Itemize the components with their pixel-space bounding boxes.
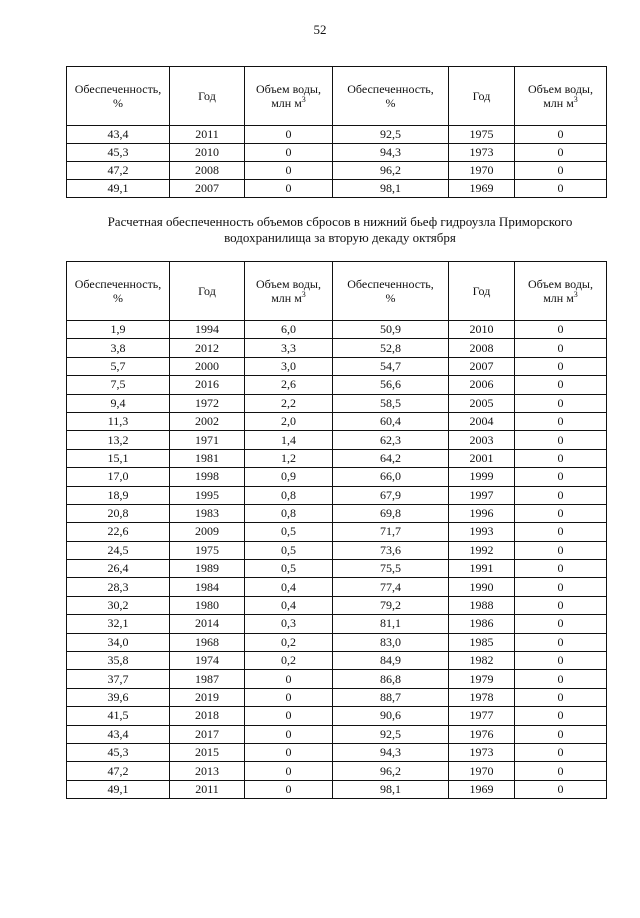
cell-volume: 0 bbox=[515, 560, 607, 578]
header-year: Год bbox=[449, 262, 515, 321]
caption-line-2: водохранилища за вторую декаду октября bbox=[224, 230, 456, 245]
cell-supply: 49,1 bbox=[67, 180, 170, 198]
cell-supply: 15,1 bbox=[67, 449, 170, 467]
cell-supply: 56,6 bbox=[333, 376, 449, 394]
cell-volume: 0 bbox=[515, 144, 607, 162]
cell-year: 1997 bbox=[449, 486, 515, 504]
cell-volume: 2,0 bbox=[245, 412, 333, 430]
cell-year: 1994 bbox=[170, 321, 245, 339]
cell-year: 1993 bbox=[449, 523, 515, 541]
cell-supply: 50,9 bbox=[333, 321, 449, 339]
cell-supply: 98,1 bbox=[333, 180, 449, 198]
cell-year: 1976 bbox=[449, 725, 515, 743]
table-row bbox=[67, 394, 607, 412]
cell-volume: 0 bbox=[515, 412, 607, 430]
cell-volume: 0 bbox=[515, 486, 607, 504]
cell-volume: 0 bbox=[515, 162, 607, 180]
cell-year: 2010 bbox=[449, 321, 515, 339]
cell-supply: 24,5 bbox=[67, 541, 170, 559]
table-row bbox=[67, 431, 607, 449]
cell-supply: 58,5 bbox=[333, 394, 449, 412]
cell-supply: 1,9 bbox=[67, 321, 170, 339]
cell-volume: 0 bbox=[245, 180, 333, 198]
cell-supply: 7,5 bbox=[67, 376, 170, 394]
table-row bbox=[67, 180, 607, 198]
cell-year: 2003 bbox=[449, 431, 515, 449]
header-year: Год bbox=[170, 262, 245, 321]
cell-supply: 67,9 bbox=[333, 486, 449, 504]
cell-volume: 0 bbox=[245, 725, 333, 743]
table-row bbox=[67, 762, 607, 780]
cell-supply: 35,8 bbox=[67, 652, 170, 670]
cell-volume: 0 bbox=[515, 670, 607, 688]
cell-volume: 0 bbox=[515, 596, 607, 614]
cell-year: 1984 bbox=[170, 578, 245, 596]
cell-year: 2017 bbox=[170, 725, 245, 743]
cell-volume: 0 bbox=[515, 762, 607, 780]
cell-volume: 0 bbox=[245, 780, 333, 798]
cell-volume: 0 bbox=[515, 541, 607, 559]
cell-supply: 60,4 bbox=[333, 412, 449, 430]
cell-volume: 0,5 bbox=[245, 523, 333, 541]
cell-year: 1991 bbox=[449, 560, 515, 578]
header-volume: Объем воды, млн $м^3$ bbox=[245, 262, 333, 321]
cell-supply: 43,4 bbox=[67, 725, 170, 743]
cell-volume: 0 bbox=[515, 321, 607, 339]
table-row bbox=[67, 578, 607, 596]
cell-year: 2009 bbox=[170, 523, 245, 541]
cell-supply: 5,7 bbox=[67, 357, 170, 375]
cell-year: 2018 bbox=[170, 707, 245, 725]
table-row bbox=[67, 321, 607, 339]
table-row bbox=[67, 652, 607, 670]
cell-supply: 77,4 bbox=[333, 578, 449, 596]
cell-volume: 0 bbox=[245, 707, 333, 725]
header-supply: Обеспеченность, % bbox=[67, 67, 170, 126]
cell-year: 2010 bbox=[170, 144, 245, 162]
cell-volume: 1,2 bbox=[245, 449, 333, 467]
table-caption bbox=[70, 214, 610, 246]
header-volume: Объем воды, млн $м^3$ bbox=[515, 67, 607, 126]
cell-year: 1990 bbox=[449, 578, 515, 596]
cell-volume: 3,0 bbox=[245, 357, 333, 375]
cell-year: 1969 bbox=[449, 180, 515, 198]
cell-volume: 0 bbox=[515, 357, 607, 375]
cell-supply: 84,9 bbox=[333, 652, 449, 670]
cell-year: 1999 bbox=[449, 468, 515, 486]
cell-volume: 0 bbox=[515, 633, 607, 651]
cell-year: 1970 bbox=[449, 162, 515, 180]
cell-year: 1973 bbox=[449, 144, 515, 162]
cell-supply: 37,7 bbox=[67, 670, 170, 688]
cell-volume: 0 bbox=[515, 523, 607, 541]
cell-supply: 69,8 bbox=[333, 504, 449, 522]
cell-year: 2013 bbox=[170, 762, 245, 780]
cell-volume: 0,5 bbox=[245, 560, 333, 578]
cell-supply: 41,5 bbox=[67, 707, 170, 725]
cell-supply: 32,1 bbox=[67, 615, 170, 633]
cell-volume: 0 bbox=[245, 743, 333, 761]
table-row bbox=[67, 615, 607, 633]
cell-supply: 22,6 bbox=[67, 523, 170, 541]
cell-year: 1970 bbox=[449, 762, 515, 780]
cell-volume: 0 bbox=[515, 652, 607, 670]
cell-supply: 75,5 bbox=[333, 560, 449, 578]
supply-table-continued bbox=[66, 66, 607, 198]
cell-year: 2002 bbox=[170, 412, 245, 430]
cell-supply: 86,8 bbox=[333, 670, 449, 688]
cell-volume: 0 bbox=[515, 431, 607, 449]
table-header bbox=[67, 67, 607, 126]
cell-volume: 0 bbox=[515, 743, 607, 761]
table-row bbox=[67, 670, 607, 688]
table-header bbox=[67, 262, 607, 321]
cell-year: 1985 bbox=[449, 633, 515, 651]
header-year: Год bbox=[170, 67, 245, 126]
cell-volume: 0,2 bbox=[245, 633, 333, 651]
table-row bbox=[67, 541, 607, 559]
cell-volume: 2,6 bbox=[245, 376, 333, 394]
cell-volume: 0 bbox=[245, 162, 333, 180]
cell-supply: 94,3 bbox=[333, 144, 449, 162]
table-row bbox=[67, 339, 607, 357]
cell-volume: 0 bbox=[515, 468, 607, 486]
cell-supply: 81,1 bbox=[333, 615, 449, 633]
cell-supply: 26,4 bbox=[67, 560, 170, 578]
cell-year: 2019 bbox=[170, 688, 245, 706]
cell-year: 1972 bbox=[170, 394, 245, 412]
cell-supply: 47,2 bbox=[67, 762, 170, 780]
cell-year: 2008 bbox=[170, 162, 245, 180]
header-volume: Объем воды, млн $м^3$ bbox=[245, 67, 333, 126]
table-row bbox=[67, 504, 607, 522]
cell-year: 2007 bbox=[170, 180, 245, 198]
cell-year: 2015 bbox=[170, 743, 245, 761]
cell-supply: 20,8 bbox=[67, 504, 170, 522]
cell-year: 1980 bbox=[170, 596, 245, 614]
header-year: Год bbox=[449, 67, 515, 126]
cell-supply: 90,6 bbox=[333, 707, 449, 725]
cell-year: 1968 bbox=[170, 633, 245, 651]
cell-volume: 0 bbox=[515, 688, 607, 706]
cell-volume: 0 bbox=[515, 449, 607, 467]
cell-volume: 0,8 bbox=[245, 504, 333, 522]
cell-year: 2000 bbox=[170, 357, 245, 375]
cell-volume: 0 bbox=[515, 394, 607, 412]
cell-year: 1989 bbox=[170, 560, 245, 578]
cell-supply: 94,3 bbox=[333, 743, 449, 761]
cell-supply: 39,6 bbox=[67, 688, 170, 706]
cell-supply: 96,2 bbox=[333, 162, 449, 180]
cell-supply: 64,2 bbox=[333, 449, 449, 467]
cell-volume: 0 bbox=[515, 615, 607, 633]
cell-year: 2007 bbox=[449, 357, 515, 375]
caption-line-1: Расчетная обеспеченность объемов сбросов в нижний бьеф гидроузла Приморского bbox=[107, 214, 573, 229]
table-row bbox=[67, 780, 607, 798]
table-row bbox=[67, 357, 607, 375]
cell-volume: 0 bbox=[515, 126, 607, 144]
cell-volume: 3,3 bbox=[245, 339, 333, 357]
table-row bbox=[67, 560, 607, 578]
cell-year: 1969 bbox=[449, 780, 515, 798]
cell-year: 1975 bbox=[170, 541, 245, 559]
cell-supply: 43,4 bbox=[67, 126, 170, 144]
table-row bbox=[67, 144, 607, 162]
cell-year: 1987 bbox=[170, 670, 245, 688]
cell-supply: 30,2 bbox=[67, 596, 170, 614]
cell-volume: 2,2 bbox=[245, 394, 333, 412]
cell-volume: 0 bbox=[245, 688, 333, 706]
cell-volume: 0 bbox=[515, 780, 607, 798]
table-row bbox=[67, 725, 607, 743]
cell-year: 2006 bbox=[449, 376, 515, 394]
table-row bbox=[67, 486, 607, 504]
cell-volume: 0 bbox=[245, 126, 333, 144]
table-row bbox=[67, 449, 607, 467]
cell-year: 1996 bbox=[449, 504, 515, 522]
cell-supply: 11,3 bbox=[67, 412, 170, 430]
cell-year: 1981 bbox=[170, 449, 245, 467]
cell-supply: 45,3 bbox=[67, 743, 170, 761]
page-number: 52 bbox=[313, 22, 327, 37]
cell-year: 1998 bbox=[170, 468, 245, 486]
cell-volume: 0,5 bbox=[245, 541, 333, 559]
cell-volume: 0 bbox=[515, 180, 607, 198]
cell-supply: 28,3 bbox=[67, 578, 170, 596]
cell-volume: 0 bbox=[245, 762, 333, 780]
table-row bbox=[67, 126, 607, 144]
cell-year: 2004 bbox=[449, 412, 515, 430]
cell-volume: 0 bbox=[245, 144, 333, 162]
cell-supply: 96,2 bbox=[333, 762, 449, 780]
cell-supply: 98,1 bbox=[333, 780, 449, 798]
header-supply: Обеспеченность, % bbox=[67, 262, 170, 321]
cell-year: 2014 bbox=[170, 615, 245, 633]
cell-supply: 92,5 bbox=[333, 126, 449, 144]
cell-supply: 34,0 bbox=[67, 633, 170, 651]
cell-supply: 9,4 bbox=[67, 394, 170, 412]
cell-volume: 0,8 bbox=[245, 486, 333, 504]
cell-volume: 0 bbox=[515, 504, 607, 522]
cell-supply: 92,5 bbox=[333, 725, 449, 743]
cell-volume: 0,2 bbox=[245, 652, 333, 670]
cell-supply: 54,7 bbox=[333, 357, 449, 375]
table-row bbox=[67, 412, 607, 430]
cell-supply: 73,6 bbox=[333, 541, 449, 559]
cell-year: 1982 bbox=[449, 652, 515, 670]
cell-supply: 3,8 bbox=[67, 339, 170, 357]
cell-year: 1979 bbox=[449, 670, 515, 688]
cell-supply: 62,3 bbox=[333, 431, 449, 449]
cell-year: 1973 bbox=[449, 743, 515, 761]
cell-year: 1971 bbox=[170, 431, 245, 449]
cell-supply: 71,7 bbox=[333, 523, 449, 541]
table-row bbox=[67, 688, 607, 706]
cell-volume: 0,9 bbox=[245, 468, 333, 486]
cell-volume: 0 bbox=[245, 670, 333, 688]
cell-year: 2011 bbox=[170, 780, 245, 798]
table-row bbox=[67, 596, 607, 614]
header-volume: Объем воды, млн $м^3$ bbox=[515, 262, 607, 321]
table-row bbox=[67, 162, 607, 180]
cell-volume: 0 bbox=[515, 725, 607, 743]
table-row bbox=[67, 376, 607, 394]
cell-supply: 52,8 bbox=[333, 339, 449, 357]
cell-volume: 1,4 bbox=[245, 431, 333, 449]
cell-year: 1975 bbox=[449, 126, 515, 144]
cell-supply: 66,0 bbox=[333, 468, 449, 486]
cell-supply: 83,0 bbox=[333, 633, 449, 651]
cell-year: 2008 bbox=[449, 339, 515, 357]
cell-supply: 88,7 bbox=[333, 688, 449, 706]
cell-supply: 49,1 bbox=[67, 780, 170, 798]
cell-year: 1983 bbox=[170, 504, 245, 522]
cell-supply: 45,3 bbox=[67, 144, 170, 162]
cell-supply: 47,2 bbox=[67, 162, 170, 180]
table-row bbox=[67, 523, 607, 541]
table-row bbox=[67, 633, 607, 651]
cell-supply: 17,0 bbox=[67, 468, 170, 486]
cell-volume: 0,3 bbox=[245, 615, 333, 633]
cell-year: 1995 bbox=[170, 486, 245, 504]
cell-year: 1988 bbox=[449, 596, 515, 614]
cell-year: 1992 bbox=[449, 541, 515, 559]
cell-volume: 0 bbox=[515, 376, 607, 394]
table-row bbox=[67, 707, 607, 725]
supply-table-october-second-decade bbox=[66, 261, 607, 799]
cell-supply: 13,2 bbox=[67, 431, 170, 449]
cell-year: 1978 bbox=[449, 688, 515, 706]
cell-volume: 0,4 bbox=[245, 578, 333, 596]
table-row bbox=[67, 468, 607, 486]
table-row bbox=[67, 743, 607, 761]
cell-volume: 0,4 bbox=[245, 596, 333, 614]
cell-supply: 18,9 bbox=[67, 486, 170, 504]
header-supply: Обеспеченность, % bbox=[333, 67, 449, 126]
header-supply: Обеспеченность, % bbox=[333, 262, 449, 321]
cell-year: 1974 bbox=[170, 652, 245, 670]
cell-year: 2005 bbox=[449, 394, 515, 412]
cell-year: 2001 bbox=[449, 449, 515, 467]
cell-year: 1977 bbox=[449, 707, 515, 725]
cell-volume: 0 bbox=[515, 707, 607, 725]
cell-volume: 0 bbox=[515, 339, 607, 357]
cell-year: 1986 bbox=[449, 615, 515, 633]
cell-volume: 0 bbox=[515, 578, 607, 596]
cell-year: 2012 bbox=[170, 339, 245, 357]
cell-year: 2011 bbox=[170, 126, 245, 144]
cell-supply: 79,2 bbox=[333, 596, 449, 614]
cell-volume: 6,0 bbox=[245, 321, 333, 339]
cell-year: 2016 bbox=[170, 376, 245, 394]
